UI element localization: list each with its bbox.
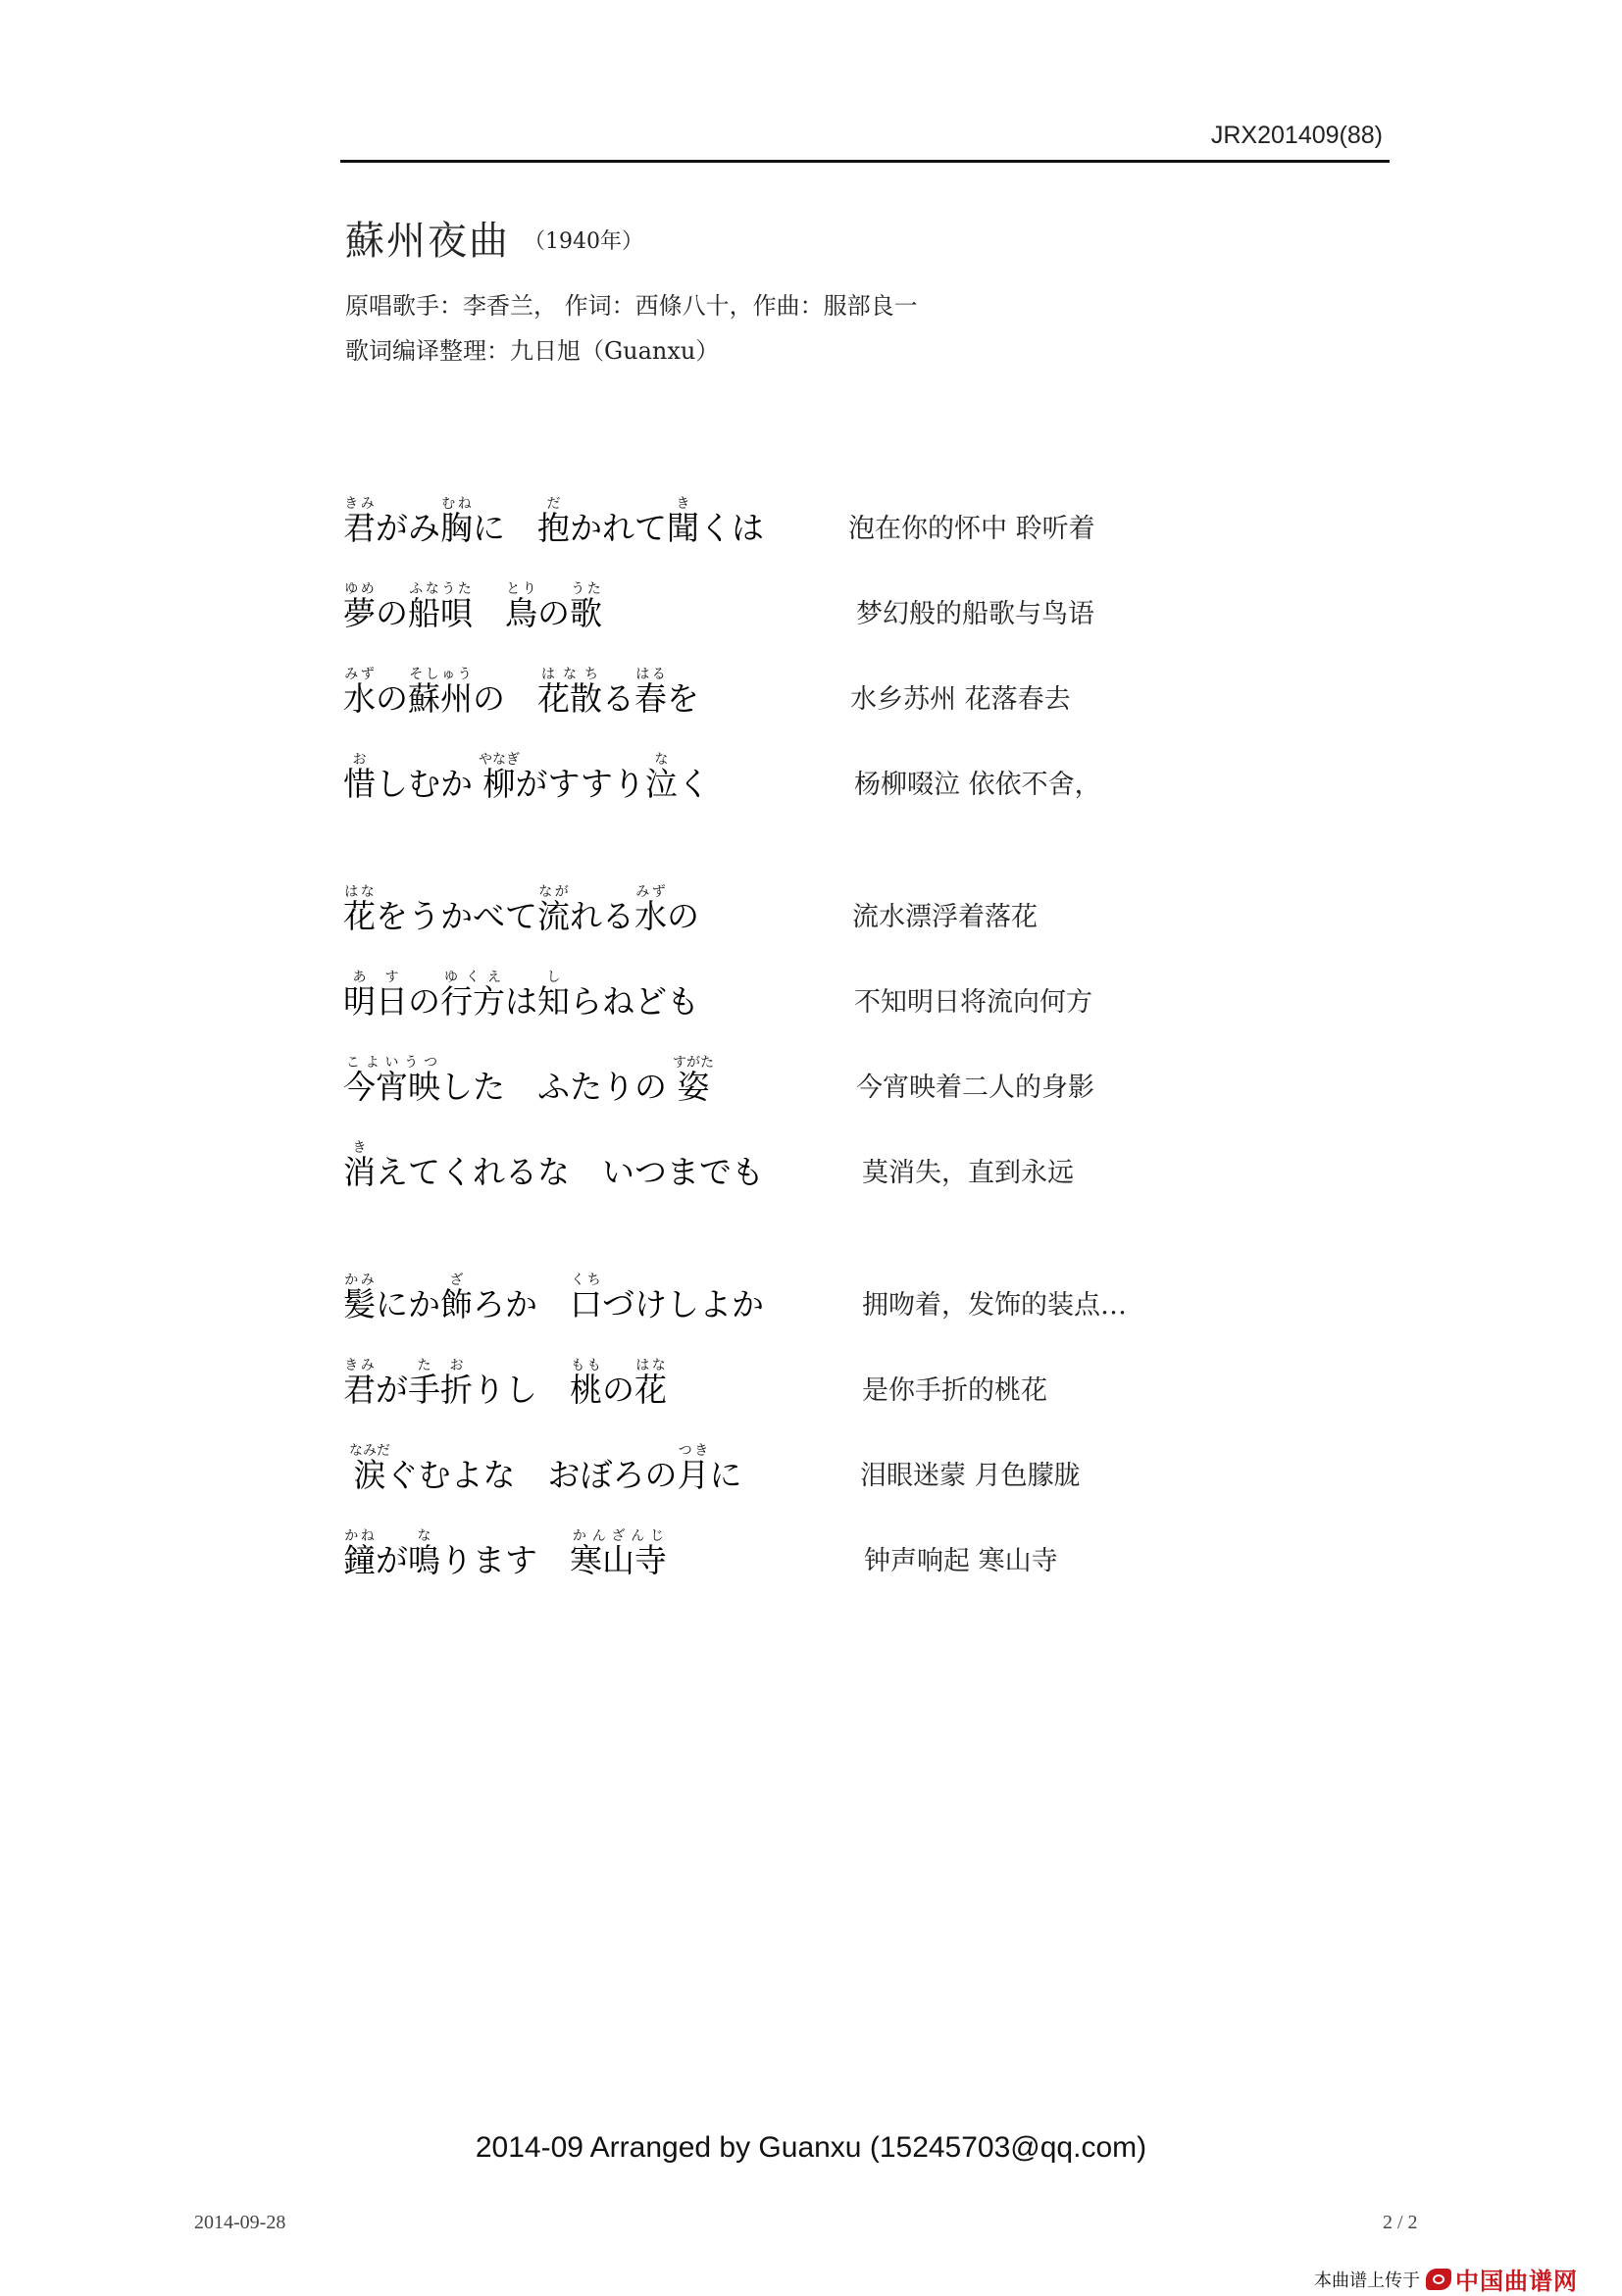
furigana: うた — [570, 581, 602, 597]
furigana: お — [343, 752, 376, 768]
lyric-line — [0, 1491, 1622, 1579]
furigana: はな — [634, 1358, 667, 1373]
japanese-lyric — [343, 1140, 764, 1191]
furigana: こよいうつ — [343, 1055, 440, 1071]
arranged-by: 2014-09 Arranged by Guanxu (15245703@qq.com) — [475, 2131, 1147, 2164]
kana: の — [473, 679, 537, 718]
ruby-word — [634, 667, 667, 718]
japanese-lyric — [343, 1528, 667, 1579]
ruby-word — [634, 1358, 667, 1409]
ruby-word — [408, 1528, 440, 1579]
lyric-line — [0, 1018, 1622, 1106]
kanji: 歌 — [570, 594, 602, 632]
kana: く — [677, 765, 710, 803]
chinese-translation: 泪眼迷蒙 月色朦胧 — [860, 1461, 1081, 1491]
ruby-word — [673, 1055, 715, 1106]
ruby-word — [343, 884, 376, 935]
furigana: ゆくえ — [440, 970, 505, 985]
ruby-word — [343, 1528, 376, 1579]
ruby-word — [343, 496, 376, 547]
chinese-translation: 拥吻着，发饰的装点… — [862, 1290, 1127, 1321]
kana: しむか — [376, 765, 483, 803]
furigana: みず — [634, 884, 667, 900]
furigana: くち — [570, 1273, 602, 1288]
chinese-translation: 莫消失，直到永远 — [862, 1158, 1074, 1188]
ruby-word — [537, 884, 570, 935]
kana: した ふたりの — [440, 1068, 678, 1106]
furigana: やなぎ — [479, 752, 520, 768]
kanji: 君 — [343, 509, 376, 547]
ruby-word — [537, 667, 602, 718]
kana: に — [473, 509, 537, 547]
ruby-word — [343, 667, 376, 718]
furigana: かね — [343, 1528, 376, 1544]
print-date: 2014-09-28 — [194, 2212, 286, 2233]
doc-code: JRX201409(88) — [1210, 122, 1383, 149]
kana: ります — [440, 1541, 570, 1579]
japanese-lyric — [343, 496, 764, 547]
kana: らねども — [570, 982, 699, 1021]
ruby-word — [343, 1358, 376, 1409]
kanji: 知 — [537, 982, 570, 1021]
kanji: 春 — [634, 679, 667, 718]
kanji: 口 — [570, 1285, 602, 1323]
japanese-lyric — [343, 1443, 742, 1494]
furigana: な — [408, 1528, 440, 1544]
kana: の — [376, 679, 408, 718]
furigana: かんざんじ — [570, 1528, 667, 1544]
ruby-word — [343, 1055, 440, 1106]
ruby-word — [537, 970, 570, 1021]
kana: が — [376, 1541, 408, 1579]
ruby-word — [343, 970, 408, 1021]
kanji: 夢 — [343, 594, 376, 632]
japanese-lyric — [343, 1055, 714, 1106]
ruby-word — [440, 496, 473, 547]
kana: をうかべて — [376, 897, 537, 935]
lyric-line — [0, 459, 1622, 547]
furigana: きみ — [343, 1358, 376, 1373]
ruby-word — [343, 581, 376, 632]
title-text: 蘇州夜曲 — [345, 219, 510, 264]
ruby-word — [634, 884, 667, 935]
upload-note — [1314, 2262, 1578, 2296]
kana: の — [408, 982, 440, 1021]
japanese-lyric — [343, 667, 699, 718]
ruby-word — [440, 970, 505, 1021]
header-rule — [340, 160, 1390, 163]
kanji: 髪 — [343, 1285, 376, 1323]
kana: かれて — [570, 509, 667, 547]
japanese-lyric — [343, 1273, 764, 1323]
kanji: 君 — [343, 1371, 376, 1409]
song-title — [345, 210, 643, 266]
japanese-lyric — [343, 752, 710, 803]
furigana: き — [667, 496, 699, 512]
kanji: 胸 — [440, 509, 473, 547]
ruby-word — [644, 752, 678, 803]
furigana: し — [537, 970, 570, 985]
kanji: 泣 — [644, 765, 678, 803]
furigana: とり — [505, 581, 537, 597]
ruby-word — [677, 1443, 710, 1494]
kanji: 明日 — [343, 982, 408, 1021]
japanese-lyric — [343, 581, 602, 632]
kana: の — [537, 594, 570, 632]
lyric-line — [0, 1235, 1622, 1323]
kana: の — [602, 1371, 634, 1409]
furigana: ざ — [440, 1273, 473, 1288]
furigana: もも — [570, 1358, 602, 1373]
kana: が — [376, 1371, 408, 1409]
kanji: 桃 — [570, 1371, 602, 1409]
furigana: つき — [677, 1443, 710, 1459]
kana: がすすり — [515, 765, 645, 803]
ruby-word — [440, 1273, 473, 1323]
credits-line-2: 歌词编译整理：九日旭（Guanxu） — [345, 337, 720, 365]
kanji: 花 — [634, 1371, 667, 1409]
lyric-line — [0, 544, 1622, 632]
furigana: な — [644, 752, 678, 768]
kana: の — [667, 897, 699, 935]
ruby-word — [343, 752, 376, 803]
site-name: 中国曲谱网 — [1455, 2268, 1578, 2295]
lyric-line — [0, 847, 1622, 935]
kanji: 水 — [634, 897, 667, 935]
furigana: あす — [343, 970, 408, 985]
kana: れる — [570, 897, 634, 935]
kana: えてくれるな いつまでも — [376, 1153, 764, 1191]
furigana: かみ — [343, 1273, 376, 1288]
chinese-translation: 不知明日将流向何方 — [854, 987, 1092, 1018]
ruby-word — [408, 667, 473, 718]
site-logo[interactable] — [1426, 2262, 1578, 2296]
kana: に — [709, 1456, 742, 1494]
kanji: 涙 — [349, 1456, 390, 1494]
furigana: はなち — [537, 667, 602, 682]
kanji: 行方 — [440, 982, 505, 1021]
ruby-word — [505, 581, 537, 632]
kanji: 花 — [343, 897, 376, 935]
kana: る — [602, 679, 634, 718]
lyric-line — [0, 1406, 1622, 1494]
ruby-word — [570, 1358, 602, 1409]
furigana: たお — [408, 1358, 473, 1373]
kana: りし — [473, 1371, 570, 1409]
kana: は — [505, 982, 537, 1021]
ruby-word — [667, 496, 699, 547]
kanji: 姿 — [673, 1068, 714, 1106]
kana: くは — [699, 509, 764, 547]
kanji: 寒山寺 — [570, 1541, 667, 1579]
kanji: 抱 — [537, 509, 570, 547]
kana — [473, 594, 505, 632]
ruby-word — [349, 1443, 390, 1494]
furigana: むね — [440, 496, 473, 512]
kana: を — [667, 679, 699, 718]
title-year: （1940年） — [524, 229, 643, 254]
kanji: 消 — [343, 1153, 376, 1191]
ruby-word — [570, 581, 602, 632]
kanji: 水 — [343, 679, 376, 718]
kanji: 聞 — [667, 509, 699, 547]
page-number: 2 / 2 — [1383, 2212, 1418, 2233]
kanji: 月 — [677, 1456, 710, 1494]
chinese-translation: 流水漂浮着落花 — [852, 902, 1038, 932]
furigana: はな — [343, 884, 376, 900]
japanese-lyric — [343, 884, 699, 935]
kana: づけしよか — [602, 1285, 764, 1323]
furigana: なみだ — [349, 1443, 390, 1459]
chinese-translation: 钟声响起 寒山寺 — [864, 1546, 1058, 1576]
kana: にか — [376, 1285, 440, 1323]
ruby-word — [570, 1273, 602, 1323]
kanji: 流 — [537, 897, 570, 935]
credits-line-1: 原唱歌手：李香兰， 作词：西條八十，作曲：服部良一 — [345, 292, 918, 320]
ruby-word — [479, 752, 520, 803]
ruby-word — [408, 581, 473, 632]
furigana: そしゅう — [408, 667, 473, 682]
ruby-word — [537, 496, 570, 547]
furigana: すがた — [673, 1055, 714, 1071]
kanji: 蘇州 — [408, 679, 473, 718]
kanji: 惜 — [343, 765, 376, 803]
lyric-line — [0, 1103, 1622, 1191]
kana: がみ — [376, 509, 440, 547]
kanji: 鳴 — [408, 1541, 440, 1579]
chinese-translation: 泡在你的怀中 聆听着 — [848, 514, 1095, 544]
chinese-translation: 今宵映着二人的身影 — [856, 1073, 1094, 1103]
site-logo-icon — [1426, 2269, 1451, 2290]
ruby-word — [343, 1273, 376, 1323]
upload-note-text: 本曲谱上传于 — [1314, 2270, 1420, 2291]
kanji: 花散 — [537, 679, 602, 718]
furigana: みず — [343, 667, 376, 682]
lyric-line — [0, 932, 1622, 1021]
ruby-word — [343, 1140, 376, 1191]
furigana: ふなうた — [408, 581, 473, 597]
furigana: きみ — [343, 496, 376, 512]
furigana: はる — [634, 667, 667, 682]
furigana: き — [343, 1140, 376, 1156]
lyric-line — [0, 715, 1622, 803]
kanji: 船唄 — [408, 594, 473, 632]
furigana: なが — [537, 884, 570, 900]
kana: の — [376, 594, 408, 632]
kanji: 手折 — [408, 1371, 473, 1409]
kanji: 鳥 — [505, 594, 537, 632]
chinese-translation: 是你手折的桃花 — [862, 1375, 1047, 1406]
kana: ぐむよな おぼろの — [385, 1456, 678, 1494]
lyric-line — [0, 629, 1622, 718]
lyric-line — [0, 1321, 1622, 1409]
kanji: 柳 — [479, 765, 520, 803]
chinese-translation: 水乡苏州 花落春去 — [850, 684, 1071, 715]
chinese-translation: 梦幻般的船歌与鸟语 — [856, 599, 1094, 629]
furigana: ゆめ — [343, 581, 376, 597]
ruby-word — [570, 1528, 667, 1579]
kanji: 今宵映 — [343, 1068, 440, 1106]
kanji: 飾 — [440, 1285, 473, 1323]
ruby-word — [408, 1358, 473, 1409]
japanese-lyric — [343, 1358, 667, 1409]
kana: ろか — [473, 1285, 570, 1323]
furigana: だ — [537, 496, 570, 512]
chinese-translation: 杨柳啜泣 依依不舍， — [854, 770, 1101, 800]
kanji: 鐘 — [343, 1541, 376, 1579]
japanese-lyric — [343, 970, 699, 1021]
